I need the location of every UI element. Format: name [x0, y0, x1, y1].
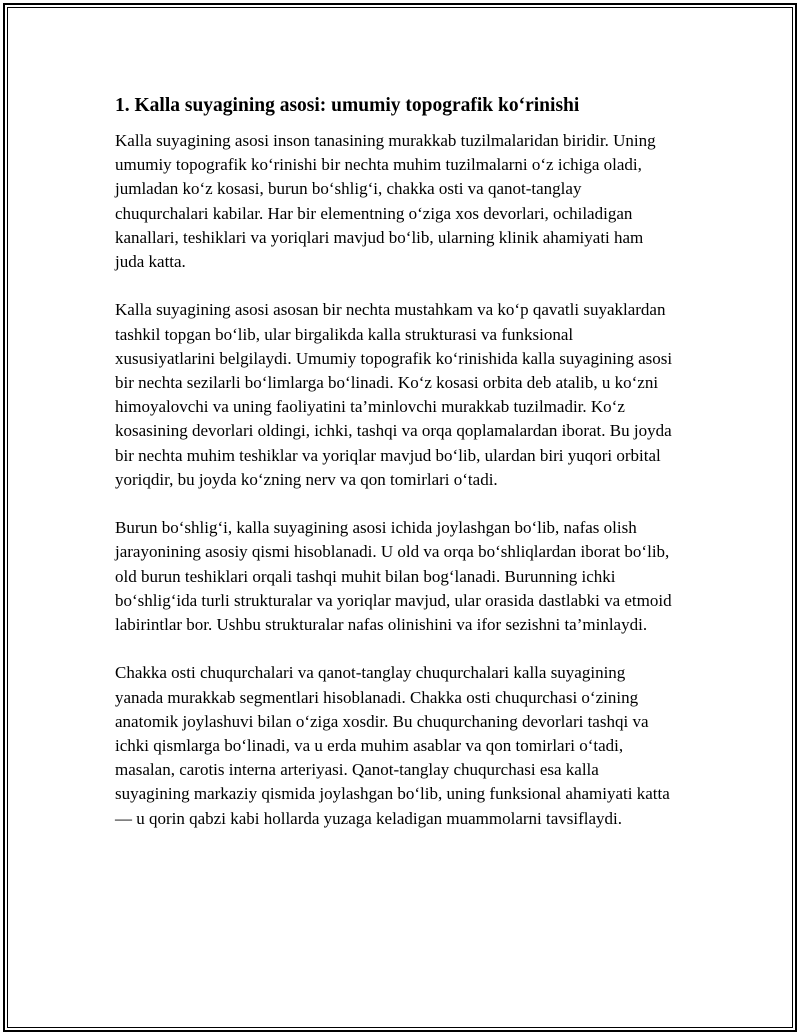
- paragraph-4: Chakka osti chuqurchalari va qanot-tanglay chuqurchalari kalla suyagining yanada murakkab segmentlari hisoblanadi. Chakka osti chuqurchasi o‘zining anatomik joylashuvi bilan o‘ziga xosdir. Bu chuqurchaning devorlari tashqi va ichki qismlarga bo‘linadi, va u erda muhim asablar va qon tomirlari o‘tadi, masalan, carotis interna arteriyasi. Qanot-tanglay chuqurchasi esa kalla suyagining markaziy qismida joylashgan bo‘lib, uning funksional ahamiyati katta — u qorin qabzi kabi hollarda yuzaga keladigan muammolarni tavsiflaydi.: [115, 663, 670, 828]
- paragraph-3: Burun bo‘shlig‘i, kalla suyagining asosi ichida joylashgan bo‘lib, nafas olish jarayonining asosiy qismi hisoblanadi. U old va orqa bo‘shliqlardan iborat bo‘lib, old burun teshiklari orqali tashqi muhit bilan bog‘lanadi. Burunning ichki bo‘shlig‘ida turli strukturalar va yoriqlar mavjud, ular orasida dastlabki va etmoid labirintlar bor. Ushbu strukturalar nafas olinishini va ifor sezishni ta’minlaydi.: [115, 518, 672, 635]
- document-body: [115, 93, 675, 855]
- paragraph-1: Kalla suyagining asosi inson tanasining murakkab tuzilmalaridan biridir. Uning umumiy topografik ko‘rinishi bir nechta muhim tuzilmalarni o‘z ichiga oladi, jumladan ko‘z kosasi, burun bo‘shlig‘i, chakka osti va qanot-tanglay chuqurchalari kabilar. Har bir elementning o‘ziga xos devorlari, ochiladigan kanallari, teshiklari va yoriqlari mavjud bo‘lib, ularning klinik ahamiyati ham juda katta.: [115, 131, 656, 272]
- paragraph-2: Kalla suyagining asosi asosan bir nechta mustahkam va ko‘p qavatli suyaklardan tashkil topgan bo‘lib, ular birgalikda kalla strukturasi va funksional xususiyatlarini belgilaydi. Umumiy topografik ko‘rinishida kalla suyagining asosi bir nechta sezilarli bo‘limlarga bo‘linadi. Ko‘z kosasi orbita deb atalib, u ko‘zni himoyalovchi va uning faoliyatini ta’minlovchi murakkab tuzilmadir. Ko‘z kosasining devorlari oldingi, ichki, tashqi va orqa qoplamalardan iborat. Bu joyda bir nechta muhim teshiklar va yoriqlar mavjud bo‘lib, ulardan biri yuqori orbital yoriqdir, bu joyda ko‘zning nerv va qon tomirlari o‘tadi.: [115, 300, 673, 489]
- section-heading: 1. Kalla suyagining asosi: umumiy topografik ko‘rinishi: [115, 95, 580, 116]
